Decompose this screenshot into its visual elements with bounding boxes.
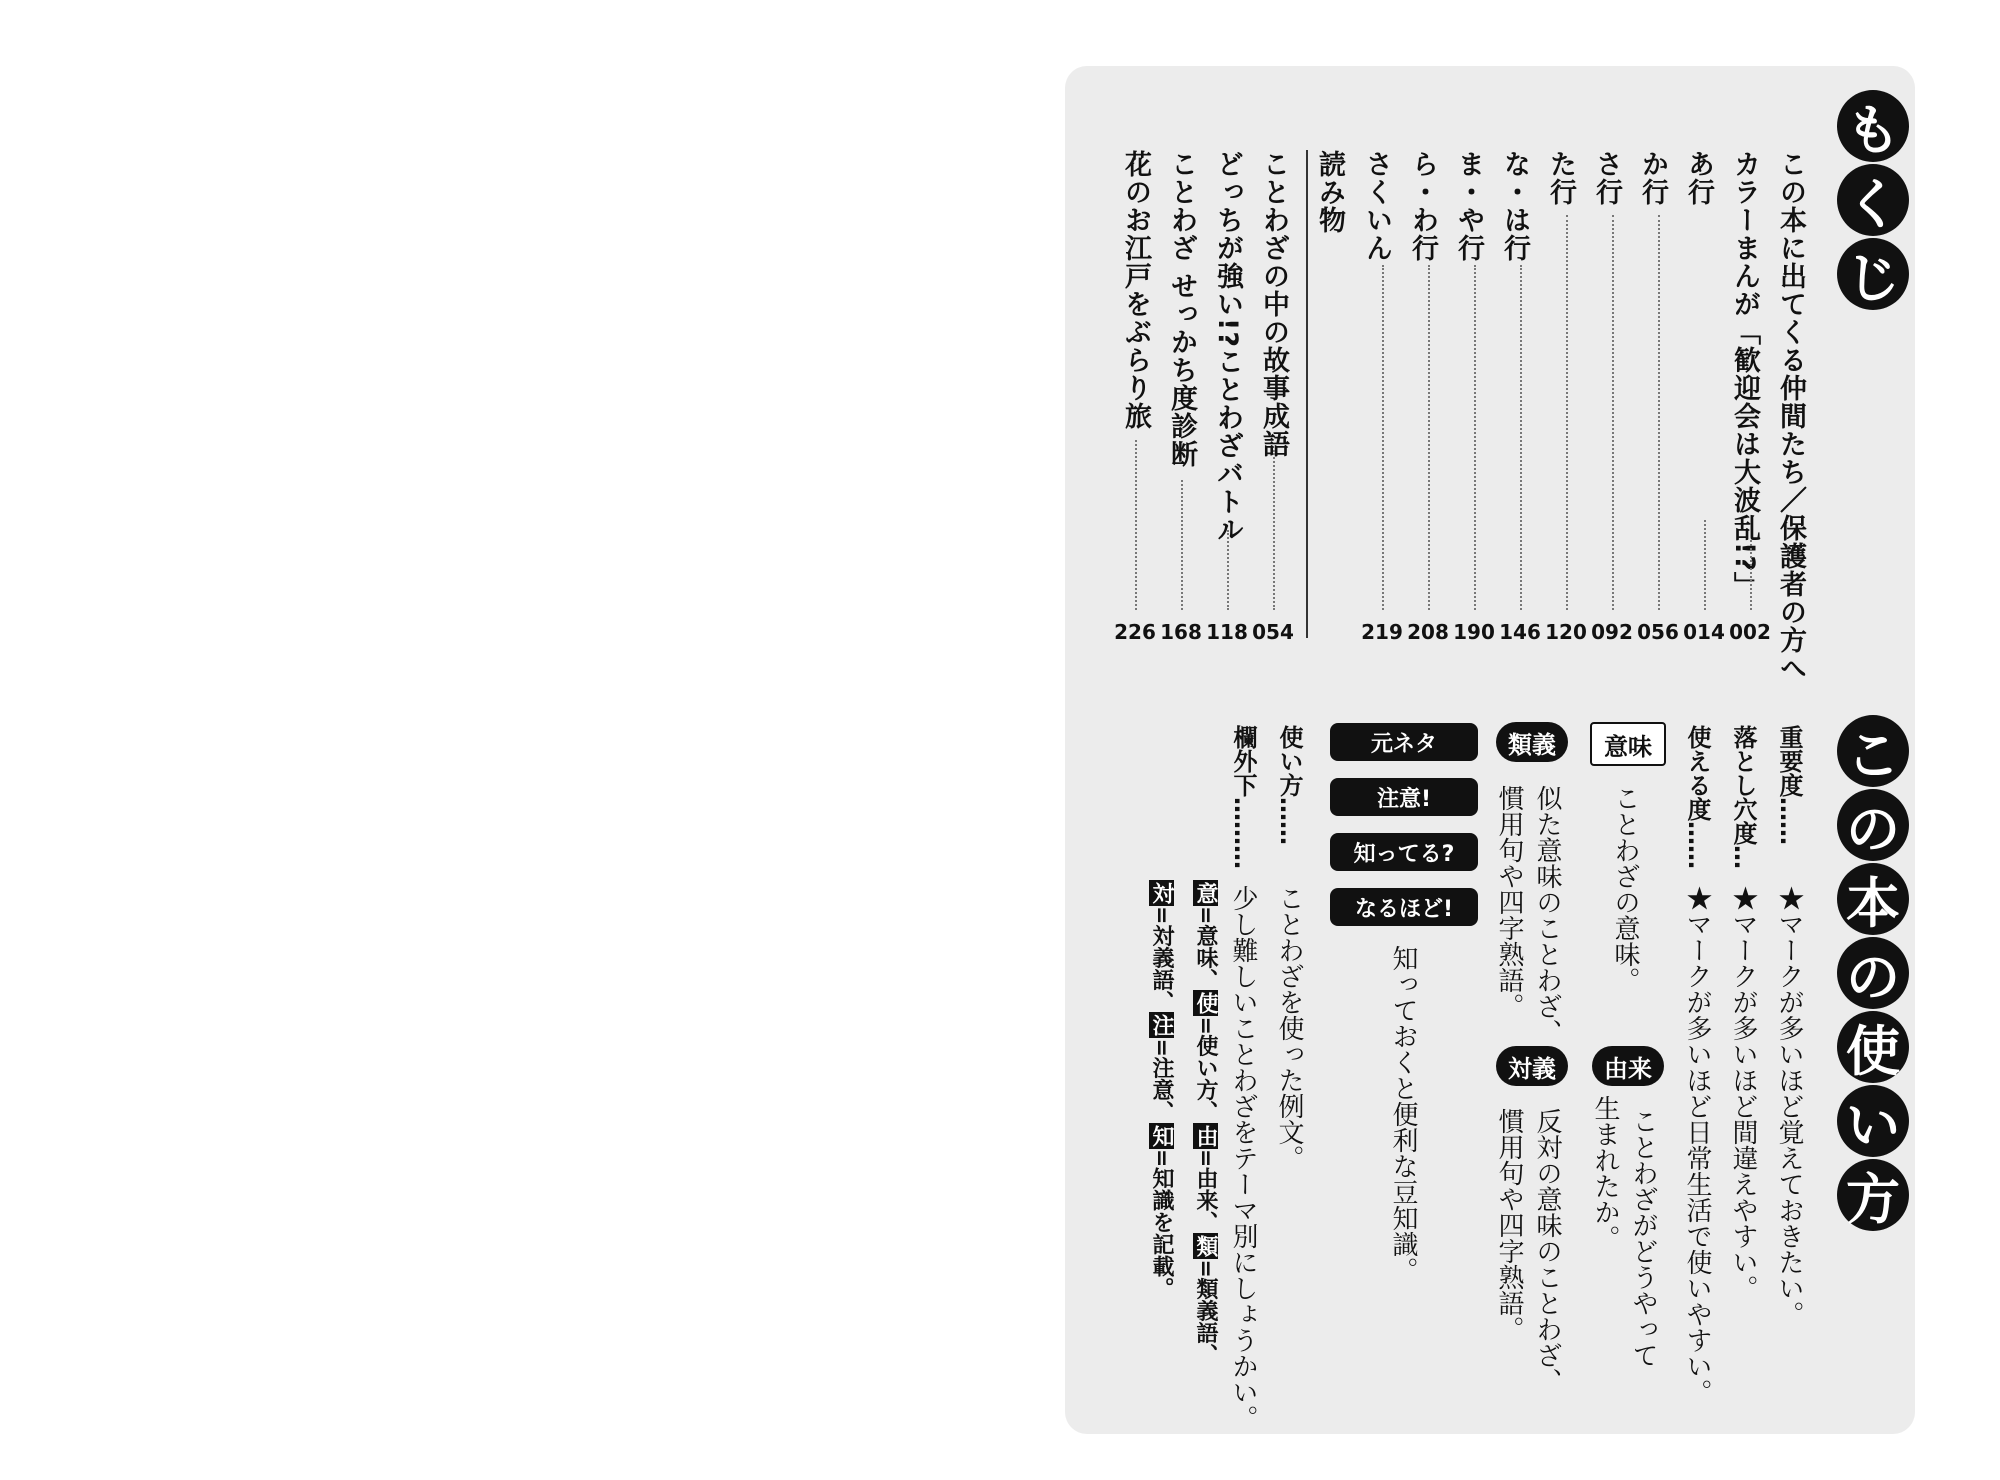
toc-page-number: 002 bbox=[1729, 620, 1771, 644]
label-chui: 注意! bbox=[1330, 778, 1478, 816]
labels-text: 知っておくと便利な豆知識。 bbox=[1388, 945, 1418, 1283]
legend-value: =注意、 bbox=[1149, 1038, 1174, 1123]
rating-text: ★マークが多いほど日常生活で使いやすい。 bbox=[1682, 885, 1712, 1405]
toc-item-label: ら・わ行 bbox=[1407, 150, 1438, 262]
label-shitteru: 知ってる? bbox=[1330, 833, 1478, 871]
leader-dots bbox=[1273, 450, 1275, 610]
toc-item[interactable] bbox=[1685, 150, 1712, 206]
meaning-text: ことわざの意味。 bbox=[1610, 785, 1640, 993]
reading-heading: 読み物 bbox=[1314, 150, 1345, 234]
toc-item[interactable] bbox=[1593, 150, 1620, 206]
toc-item-label: あ行 bbox=[1683, 150, 1714, 206]
legend-key: 注 bbox=[1149, 1014, 1174, 1037]
reading-item-label: ことわざ せっかち度診断 bbox=[1166, 150, 1197, 469]
leader-dots bbox=[1520, 265, 1522, 610]
toc-page-number: 120 bbox=[1545, 620, 1587, 644]
label-motoneta: 元ネタ bbox=[1330, 723, 1478, 761]
margin-text: 少し難しいことわざをテーマ別にしょうかい。 bbox=[1228, 885, 1258, 1431]
reading-page-number: 118 bbox=[1206, 620, 1248, 644]
guide-title-char: い bbox=[1837, 1085, 1909, 1157]
leader-dots bbox=[1612, 215, 1614, 610]
toc-page-number: 014 bbox=[1683, 620, 1725, 644]
toc-item-label: ま・や行 bbox=[1453, 150, 1484, 262]
reading-page-number: 168 bbox=[1160, 620, 1202, 644]
label-naruhodo: なるほど! bbox=[1330, 888, 1478, 926]
guide-title-char: 本 bbox=[1837, 863, 1909, 935]
reading-item-label: どっちが強い!?ことわざバトル bbox=[1212, 150, 1243, 544]
toc-item[interactable] bbox=[1731, 150, 1758, 600]
leader-dots bbox=[1750, 540, 1752, 610]
rating-label: 重要度…… bbox=[1775, 725, 1803, 845]
guide-title-char: 使 bbox=[1837, 1011, 1909, 1083]
legend-key: 知 bbox=[1149, 1124, 1174, 1147]
leader-dots bbox=[1566, 215, 1568, 610]
reading-item[interactable] bbox=[1260, 150, 1287, 458]
legend-value: =類義語、 bbox=[1193, 1259, 1218, 1366]
guide-title-char: の bbox=[1837, 789, 1909, 861]
reading-item[interactable] bbox=[1214, 150, 1241, 544]
toc-item[interactable] bbox=[1409, 150, 1436, 262]
toc-item[interactable] bbox=[1455, 150, 1482, 262]
toc-title-char: も bbox=[1837, 90, 1909, 162]
rating-text: ★マークが多いほど間違えやすい。 bbox=[1728, 885, 1758, 1301]
toc-title-char: く bbox=[1837, 164, 1909, 236]
legend-value: =使い方、 bbox=[1193, 1016, 1218, 1123]
origin-badge: 由来 bbox=[1592, 1046, 1664, 1086]
leader-dots bbox=[1181, 480, 1183, 610]
toc-item[interactable] bbox=[1501, 150, 1528, 262]
leader-dots bbox=[1658, 215, 1660, 610]
origin-text-line: ことわざがどうやって bbox=[1628, 1108, 1658, 1368]
leader-dots bbox=[1227, 530, 1229, 610]
rating-label: 落とし穴度… bbox=[1729, 725, 1757, 869]
antonym-text-line: 慣用句や四字熟語。 bbox=[1494, 1108, 1524, 1342]
guide-title-char: の bbox=[1837, 937, 1909, 1009]
guide-title-char: 方 bbox=[1837, 1159, 1909, 1231]
toc-item-label: か行 bbox=[1637, 150, 1668, 206]
legend-value: =意味、 bbox=[1193, 906, 1218, 991]
divider bbox=[1306, 150, 1308, 638]
legend-value: =由来、 bbox=[1193, 1148, 1218, 1234]
toc-page-number: 056 bbox=[1637, 620, 1679, 644]
toc-page-number: 146 bbox=[1499, 620, 1541, 644]
toc-page-number: 219 bbox=[1361, 620, 1403, 644]
synonym-text-line: 似た意味のことわざ、 bbox=[1532, 785, 1562, 1045]
toc-page-number: 190 bbox=[1453, 620, 1495, 644]
toc-item[interactable] bbox=[1639, 150, 1666, 206]
toc-item-label: さ行 bbox=[1591, 150, 1622, 206]
leader-dots bbox=[1704, 520, 1706, 610]
toc-item-label: な・は行 bbox=[1499, 150, 1530, 262]
guide-title-char: こ bbox=[1837, 715, 1909, 787]
toc-item[interactable] bbox=[1547, 150, 1574, 206]
rating-label: 使える度…… bbox=[1683, 725, 1711, 869]
guide-title bbox=[1836, 715, 1910, 1231]
toc-page-number: 208 bbox=[1407, 620, 1449, 644]
legend-key: 類 bbox=[1193, 1235, 1218, 1258]
toc-item[interactable] bbox=[1777, 150, 1804, 682]
reading-item[interactable] bbox=[1122, 150, 1149, 430]
synonym-badge: 類義 bbox=[1496, 722, 1568, 762]
toc-title bbox=[1836, 90, 1910, 310]
leader-dots bbox=[1428, 265, 1430, 610]
leader-dots bbox=[1135, 440, 1137, 610]
legend-key: 由 bbox=[1193, 1124, 1218, 1147]
margin-label: 欄外下……… bbox=[1229, 725, 1257, 869]
reading-item-label: 花のお江戸をぶらり旅 bbox=[1120, 150, 1151, 430]
legend-key: 意 bbox=[1193, 882, 1218, 904]
meaning-badge: 意味 bbox=[1590, 722, 1666, 766]
origin-text-line: 生まれたか。 bbox=[1590, 1095, 1620, 1251]
legend-line bbox=[1150, 880, 1172, 1299]
reading-item-label: ことわざの中の故事成語 bbox=[1258, 150, 1289, 458]
synonym-text-line: 慣用句や四字熟語。 bbox=[1494, 785, 1524, 1019]
reading-page-number: 226 bbox=[1114, 620, 1156, 644]
reading-item[interactable] bbox=[1168, 150, 1195, 468]
antonym-badge: 対義 bbox=[1496, 1046, 1568, 1086]
toc-item-label: さくいん bbox=[1361, 150, 1392, 262]
legend-key: 対 bbox=[1149, 882, 1174, 904]
toc-item-label: カラーまんが「歓迎会は大波乱!?」 bbox=[1729, 150, 1760, 600]
toc-item[interactable] bbox=[1363, 150, 1390, 262]
toc-item-label: この本に出てくる仲間たち／保護者の方へ bbox=[1775, 150, 1806, 682]
toc-title-char: じ bbox=[1837, 238, 1909, 310]
rating-text: ★マークが多いほど覚えておきたい。 bbox=[1774, 885, 1804, 1327]
leader-dots bbox=[1474, 265, 1476, 610]
legend-value: =対義語、 bbox=[1149, 906, 1174, 1013]
toc-item-label: た行 bbox=[1545, 150, 1576, 206]
legend-value: =知識を記載。 bbox=[1149, 1148, 1174, 1300]
toc-page-number: 092 bbox=[1591, 620, 1633, 644]
legend-key: 使 bbox=[1193, 992, 1218, 1015]
usage-label: 使い方…… bbox=[1275, 725, 1303, 845]
antonym-text-line: 反対の意味のことわざ、 bbox=[1532, 1108, 1562, 1394]
usage-text: ことわざを使った例文。 bbox=[1274, 885, 1304, 1171]
reading-page-number: 054 bbox=[1252, 620, 1294, 644]
legend-line bbox=[1194, 880, 1216, 1366]
leader-dots bbox=[1382, 265, 1384, 610]
